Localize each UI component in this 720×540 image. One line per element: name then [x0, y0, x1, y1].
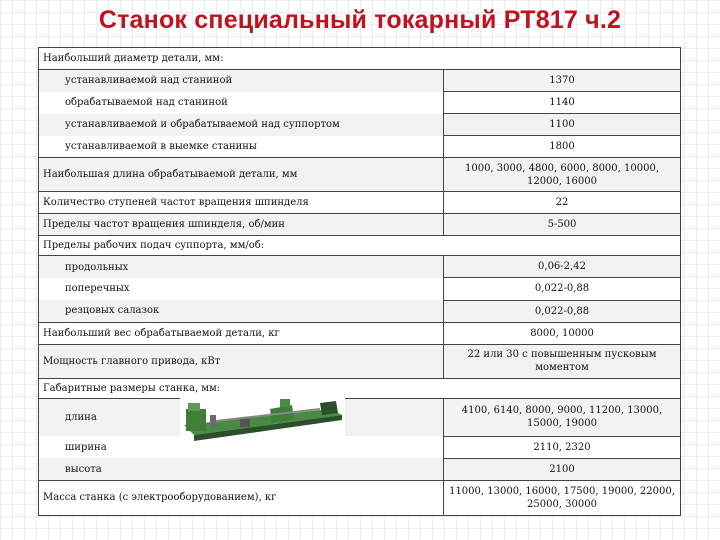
row-value: 22 или 30 с повышенным пусковым моментом — [444, 344, 681, 378]
table-row — [39, 300, 681, 322]
row-label: высота — [39, 458, 444, 480]
table-row — [39, 398, 681, 436]
row-label: Наибольшая длина обрабатываемой детали, мм — [39, 158, 444, 192]
row-value: 0,06-2,42 — [444, 256, 681, 278]
table-row — [39, 344, 681, 378]
row-label: Масса станка (с электрооборудованием), кг — [39, 480, 444, 515]
table-row — [39, 48, 681, 70]
row-value: 1140 — [444, 92, 681, 114]
row-label: устанавливаемой в выемке станины — [39, 136, 444, 158]
row-value: 11000, 13000, 16000, 17500, 19000, 22000, 25000, 30000 — [444, 480, 681, 515]
row-value: 2110, 2320 — [444, 436, 681, 458]
row-value: 5-500 — [444, 214, 681, 236]
row-value: 1800 — [444, 136, 681, 158]
row-label: Габаритные размеры станка, мм: — [39, 378, 681, 398]
table-row — [39, 436, 681, 458]
row-label: устанавливаемой и обрабатываемой над суппортом — [39, 114, 444, 136]
row-label: устанавливаемой над станиной — [39, 70, 444, 92]
row-label: Пределы частот вращения шпинделя, об/мин — [39, 214, 444, 236]
table-row — [39, 278, 681, 300]
row-label: продольных — [39, 256, 444, 278]
row-label: Количество ступеней частот вращения шпинделя — [39, 192, 444, 214]
row-value: 1000, 3000, 4800, 6000, 8000, 10000, 12000, 16000 — [444, 158, 681, 192]
row-label: ширина — [39, 436, 444, 458]
row-label: Пределы рабочих подач суппорта, мм/об: — [39, 236, 681, 256]
table-row — [39, 378, 681, 398]
table-row — [39, 236, 681, 256]
row-label: Наибольший вес обрабатываемой детали, кг — [39, 322, 444, 344]
table-row — [39, 256, 681, 278]
row-value: 4100, 6140, 8000, 9000, 11200, 13000, 15000, 19000 — [444, 398, 681, 436]
row-label: длина — [39, 398, 444, 436]
table-row — [39, 214, 681, 236]
row-value: 1100 — [444, 114, 681, 136]
table-row — [39, 158, 681, 192]
table-row — [39, 70, 681, 92]
table-row — [39, 192, 681, 214]
row-label: Мощность главного привода, кВт — [39, 344, 444, 378]
row-label: обрабатываемой над станиной — [39, 92, 444, 114]
row-value: 22 — [444, 192, 681, 214]
specs-table — [38, 47, 681, 516]
row-value: 2100 — [444, 458, 681, 480]
page-title: Станок специальный токарный РТ817 ч.2 — [98, 6, 622, 34]
table-row — [39, 92, 681, 114]
table-row — [39, 458, 681, 480]
row-value: 0,022-0,88 — [444, 278, 681, 300]
row-label: резцовых салазок — [39, 300, 444, 322]
row-value: 8000, 10000 — [444, 322, 681, 344]
table-row — [39, 136, 681, 158]
table-row — [39, 114, 681, 136]
row-value: 1370 — [444, 70, 681, 92]
row-label: поперечных — [39, 278, 444, 300]
row-label: Наибольший диаметр детали, мм: — [39, 48, 681, 70]
lathe-machine-image — [180, 395, 345, 445]
row-value: 0,022-0,88 — [444, 300, 681, 322]
table-row — [39, 480, 681, 515]
table-row — [39, 322, 681, 344]
